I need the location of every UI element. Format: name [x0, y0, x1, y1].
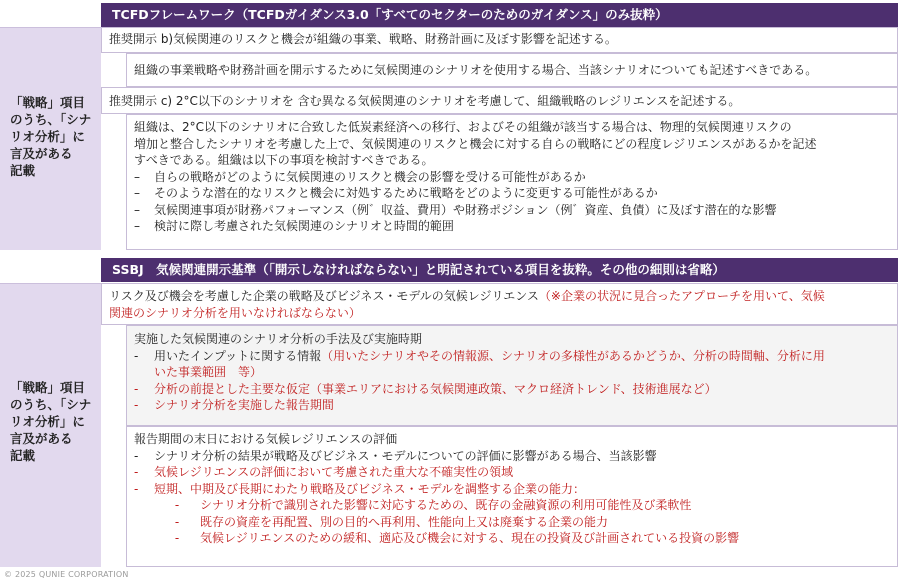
ssbj-evaluation-item: - 気候レジリエンスの評価において考慮された重大な不確実性の領域 [134, 465, 514, 479]
ssbj-analysis-title: 実施した気候関連のシナリオ分析の手法及び実施時期 [134, 332, 422, 346]
ssbj-analysis-item: - 用いたインプットに関する情報（用いたシナリオやその情報源、シナリオの多様性があるかどうか、分析の時間軸、分析に用 [134, 348, 825, 363]
tcfd-rec-c-detail-line: すべきである。組織は以下の事項を検討すべきである。 [134, 153, 434, 167]
tcfd-rec-c-title-row [101, 87, 898, 114]
tcfd-rec-c-title: 推奨開示 c) 2°C以下のシナリオを 含む異なる気候関連のシナリオを考慮して、組織戦略のレジリエンスを記述する。 [109, 94, 741, 108]
tcfd-section [0, 0, 900, 250]
tcfd-side-panel [0, 27, 101, 250]
tcfd-rec-c-bullet: – 気候関連事項が財務パフォーマンス（例゛収益、費用）や財務ポジション（例゛資産、負債）に及ぼす潜在的な影響 [134, 202, 777, 217]
ssbj-side-panel [0, 283, 101, 567]
ssbj-evaluation-subitem: - 既存の資産を再配置、別の目的へ再利用、性能向上又は廃棄する企業の能力 [174, 514, 609, 529]
tcfd-rec-c-detail-box [126, 114, 898, 250]
tcfd-rec-b-detail: 組織の事業戦略や財務計画を開示するために気候関連のシナリオを使用する場合、当該シナリオについても記述すべきである。 [134, 63, 818, 77]
ssbj-side-label: 「戦略」項目 のうち、「シナ リオ分析」に 言及がある 記載 [10, 380, 92, 463]
tcfd-side-label: 「戦略」項目 のうち、「シナ リオ分析」に 言及がある 記載 [10, 95, 92, 178]
ssbj-resilience-line2: 関連のシナリオ分析を用いなければならない） [109, 305, 361, 320]
tcfd-rec-c-bullet: – 検討に際し考慮された気候関連のシナリオと時間的範囲 [134, 219, 454, 233]
ssbj-header: SSBJ 気候関連開示基準（「開示しなければならない」と明記されている項目を抜粋。その他の細則は省略） [101, 258, 898, 282]
ssbj-resilience-line1: リスク及び機会を考慮した企業の戦略及びビジネス・モデルの気候レジリエンス（※企業の状況に見合ったアプローチを用いて、気候 [109, 289, 825, 303]
tcfd-rec-b-title-row [101, 27, 898, 53]
ssbj-analysis-item-cont: いた事業範囲 等） [154, 365, 263, 379]
tcfd-header: TCFDフレームワーク（TCFDガイダンス3.0「すべてのセクターのためのガイダンス」のみ抜粋） [101, 3, 898, 27]
ssbj-evaluation-item: - 短期、中期及び長期にわたり戦略及びビジネス・モデルを調整する企業の能力： [134, 481, 586, 496]
tcfd-rec-b-detail-box [126, 53, 898, 87]
ssbj-evaluation-item: - シナリオ分析の結果が戦略及びビジネス・モデルについての評価に影響がある場合、当該影響 [134, 448, 657, 463]
ssbj-resilience-row [101, 283, 898, 325]
copyright: © 2025 QUNIE CORPORATION [4, 570, 129, 579]
ssbj-evaluation-title: 報告期間の末日における気候レジリエンスの評価 [134, 432, 398, 446]
ssbj-analysis-item: - 分析の前提とした主要な仮定（事業エリアにおける気候関連政策、マクロ経済トレンド、技術進展など） [134, 381, 717, 396]
tcfd-rec-c-detail-line: 組織は、2°C以下のシナリオに合致した低炭素経済への移行、およびその組織が該当する場合は、物理的気候関連リスクの [134, 120, 792, 134]
ssbj-evaluation-subitem: - シナリオ分析で識別された影響に対応するための、既存の金融資源の利用可能性及び柔軟性 [174, 498, 692, 512]
tcfd-rec-c-bullet: – 自らの戦略がどのように気候関連のリスクと機会の影響を受ける可能性があるか [134, 169, 586, 184]
ssbj-analysis-box [126, 325, 898, 426]
tcfd-rec-c-detail-line: 増加と整合したシナリオを考慮した上で、気候関連のリスクと機会に対する自らの戦略にどの程度レジリエンスがあるかを記述 [134, 136, 817, 151]
tcfd-rec-c-bullet: – そのような潜在的なリスクと機会に対処するために戦略をどのように変更する可能性があるか [134, 186, 658, 200]
tcfd-rec-b-title: 推奨開示 b)気候関連のリスクと機会が組織の事業、戦略、財務計画に及ぼす影響を記述する。 [109, 32, 617, 46]
ssbj-analysis-item: - シナリオ分析を実施した報告期間 [134, 398, 334, 412]
ssbj-evaluation-box [126, 426, 898, 567]
ssbj-section [0, 256, 900, 567]
ssbj-evaluation-subitem: - 気候レジリエンスのための緩和、適応及び機会に対する、現在の投資及び計画されている投資の影響 [174, 531, 740, 545]
